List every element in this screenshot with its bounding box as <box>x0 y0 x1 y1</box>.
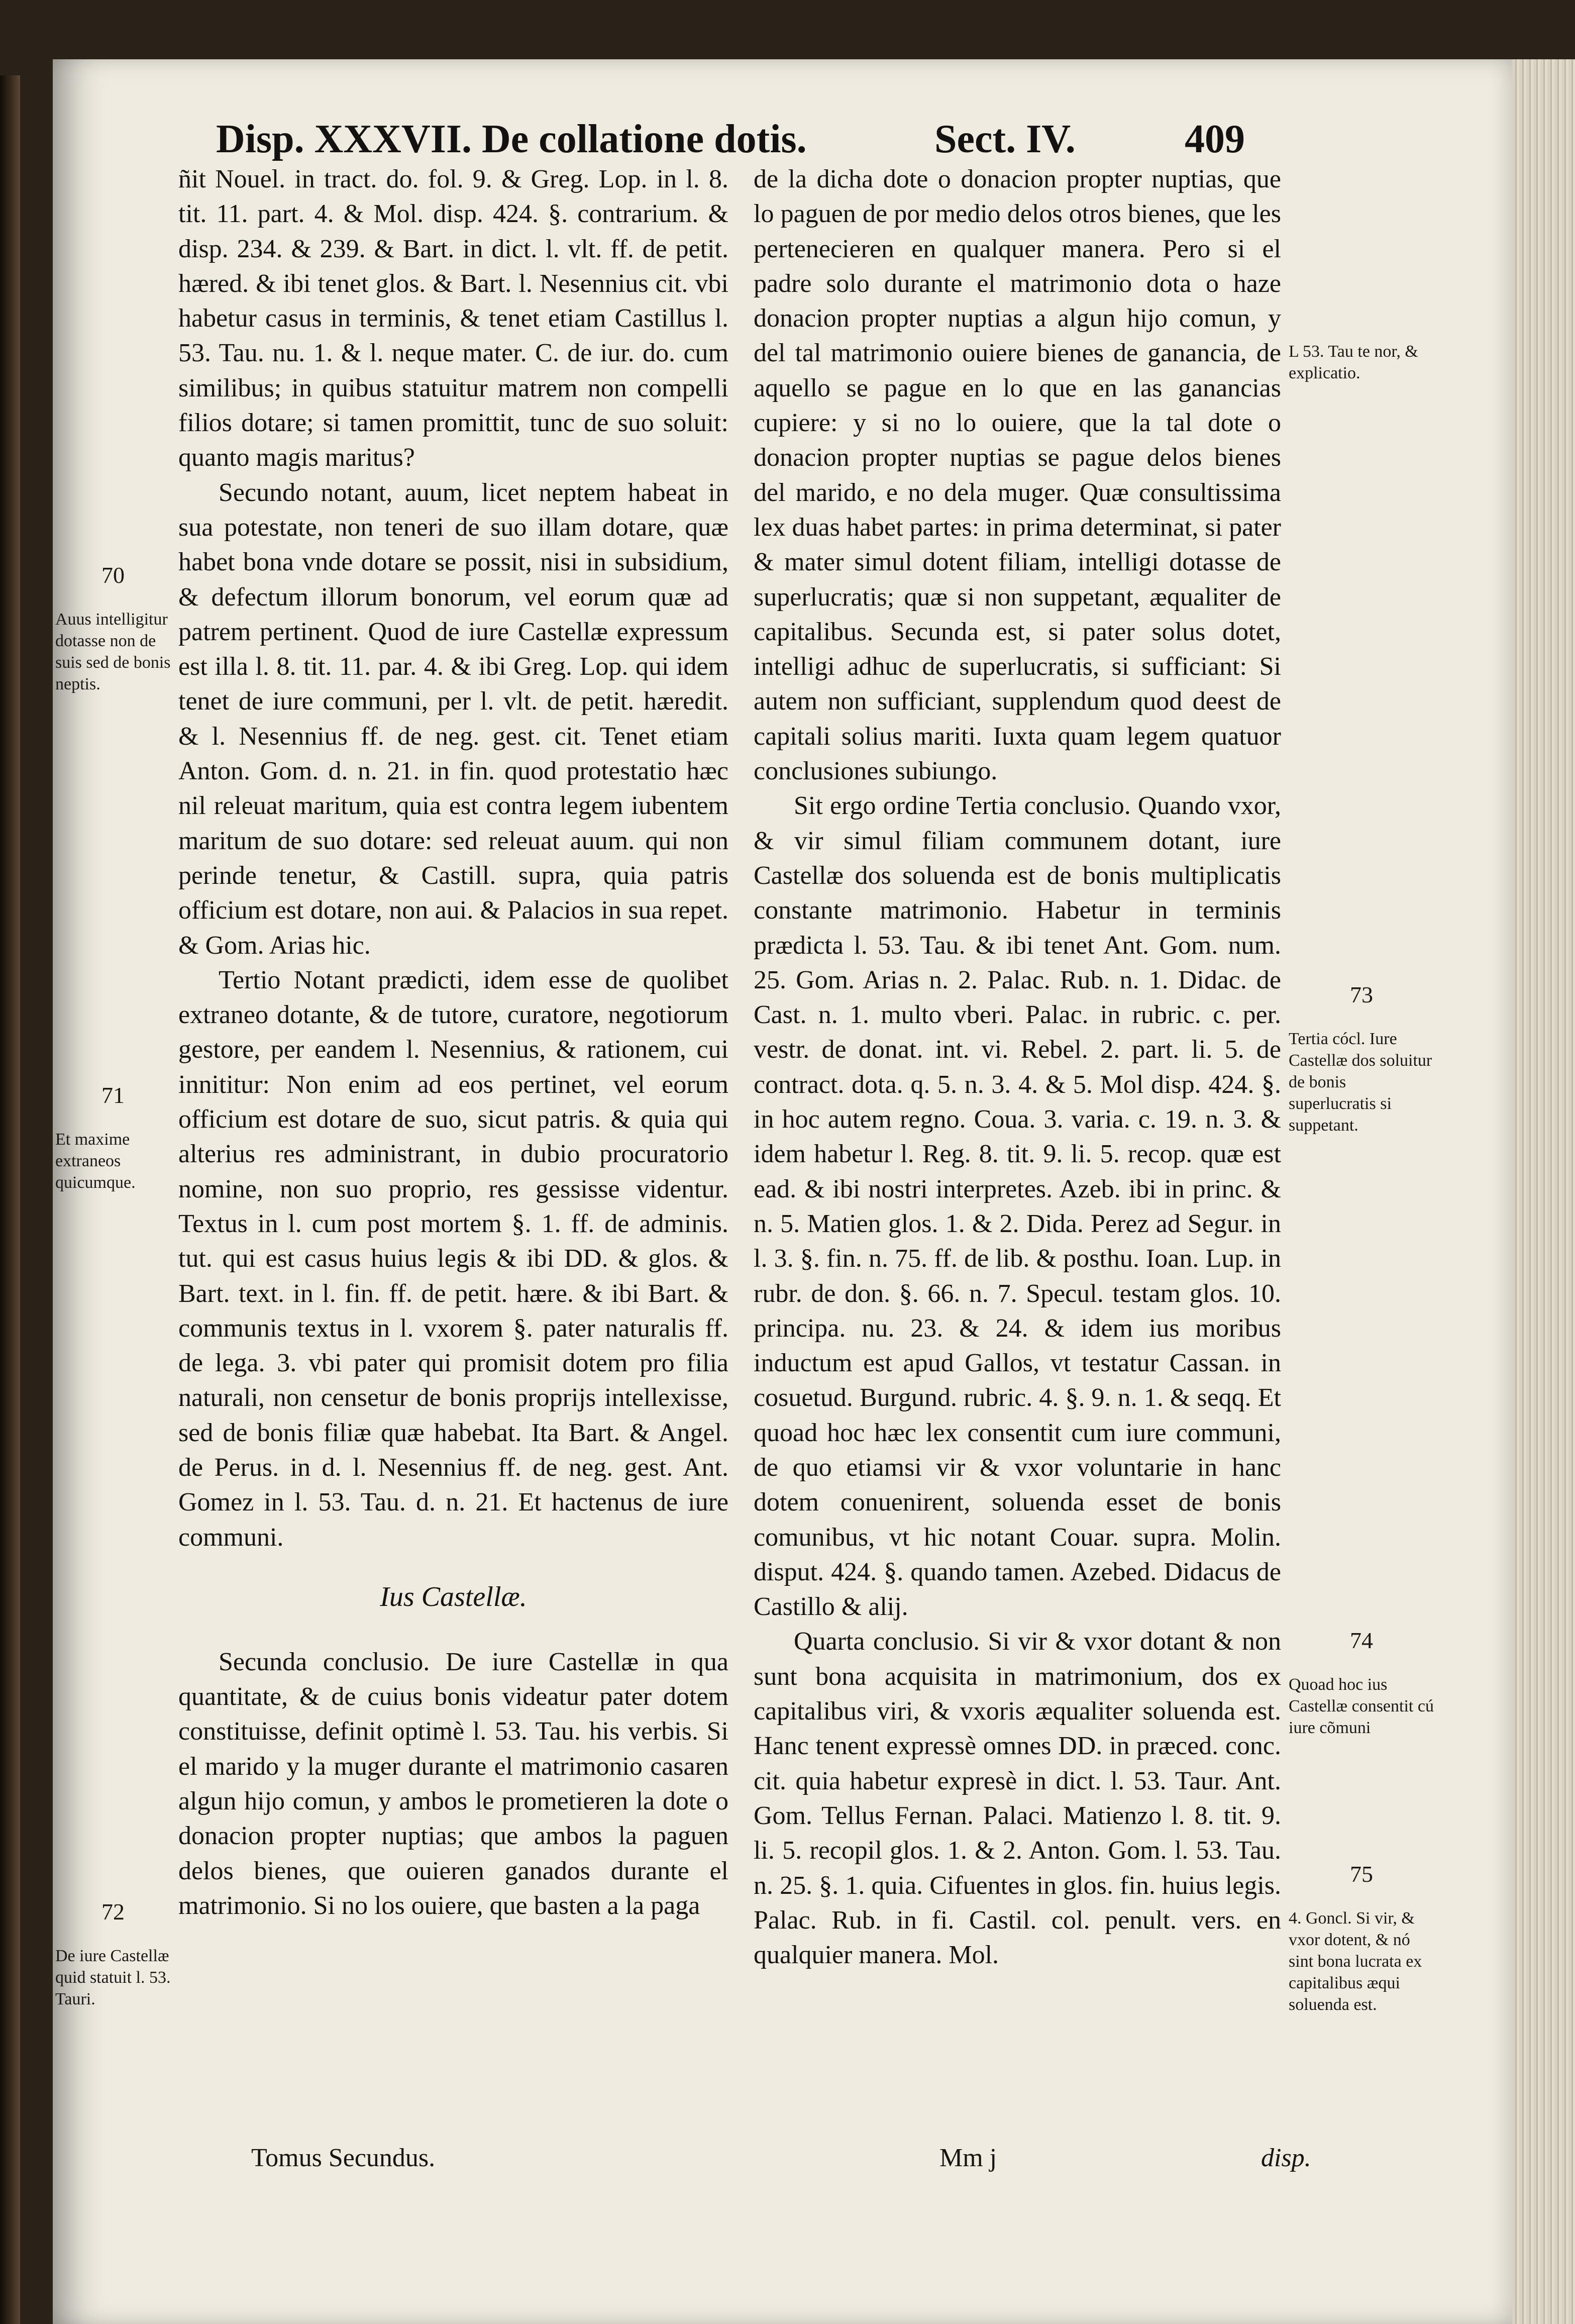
running-head-title: Disp. XXXVII. De collatione dotis. <box>216 117 807 161</box>
left-paragraph-2: Secundo notant, auum, licet neptem habeat in sua potestate, non teneri de suo illam dotare, quæ habet bona vnde dotare se possit, nisi in subsidium, & defectum illorum bonorum, vel eorum quæ ad patrem pertinent. Quod de iure Castellæ expressum est illa l. 8. tit. 11. par. 4. & ibi Greg. Lop. qui idem tenet de iure communi, per l. vlt. de petit. hæredit. & l. Nesennius ff. de neg. gest. cit. Tenet etiam Anton. Gom. d. n. 21. in fin. quod protestatio hæc nil releuat maritum, quia est contra legem iubentem maritum de suo dotare: sed releuat auum. qui non perinde tenetur, & Castill. supra, quia patris officium est dotare, non aui. & Palacios in sua repet. & Gom. Arias hic. <box>178 478 728 960</box>
left-paragraph-3: Tertio Notant prædicti, idem esse de quolibet extraneo dotante, & de tutore, curatore, negotiorum gestore, per eandem l. Nesennius, & rationem, cui innititur: Non enim ad eos pertinet, vel eorum officium est dotare de suo, sicut patris. & quia qui alterius res administrant, in dubio procuratorio nomine, non suo proprio, res gessisse videntur. Textus in l. cum post mortem §. 1. ff. de adminis. tut. qui est casus huius legis & ibi DD. & glos. & Bart. text. in l. fin. ff. de petit. hære. & ibi Bart. & communis textus in l. vxorem §. pater naturalis ff. de lega. 3. vbi pater qui promisit dotem pro filia naturali, non censetur de bonis proprijs intellexisse, sed de bonis filiæ quæ habebat. Ita Bart. & Angel. de Perus. in d. l. Nesennius ff. de neg. gest. Ant. Gomez in l. 53. Tau. d. n. 21. Et hactenus de iure communi. <box>178 965 728 1552</box>
signature-mark: Mm j <box>939 2144 997 2172</box>
margin-note-72 <box>55 1879 171 2010</box>
margin-note-71 <box>55 1063 171 1193</box>
margin-note-text: Et maxime extraneos quicumque. <box>55 1130 136 1192</box>
right-paragraph-3: Quarta conclusio. Si vir & vxor dotant & non sunt bona acquisita in matrimonium, dos ex capitalibus viri, & vxoris æqualiter soluenda est. Hanc tenent expressè omnes DD. in præced. conc. cit. quia habetur expresè in dict. l. 53. Taur. Ant. Gom. Tellus Fernan. Palaci. Matienzo l. 8. tit. 9. li. 5. recopil glos. 1. & 2. Anton. Gom. l. 53. Tau. n. 25. §. 1. quia. Cifuentes in glos. fin. huius legis. Palac. Rub. in fi. Castil. col. penult. vers. en qualquier manera. Mol. <box>754 1627 1281 1970</box>
margin-note-number: 75 <box>1350 1861 1373 1887</box>
section-heading: Ius Castellæ. <box>380 1581 527 1612</box>
margin-note-text: Quoad hoc ius Castellæ consentit cú iure cõmuni <box>1289 1675 1434 1737</box>
margin-note-74 <box>1289 1608 1434 1739</box>
margin-note-number: 70 <box>101 562 125 588</box>
margin-note-73 <box>1289 962 1434 1136</box>
left-paragraph-1: ñit Nouel. in tract. do. fol. 9. & Greg. Lop. in l. 8. tit. 11. part. 4. & Mol. disp. 424. §. contrarium. & disp. 234. & 239. & Bart. in dict. l. vlt. ff. de petit. hæred. & ibi tenet glos. & Bart. l. Nesennius cit. vbi habetur casus in terminis, & tenet etiam Castillus l. 53. Tau. nu. 1. & l. neque mater. C. de iur. do. cum similibus; in quibus statuitur matrem non compelli filios dotare; si tamen promittit, tunc de suo soluit: quanto magis maritus? <box>178 165 728 472</box>
left-text-column <box>178 162 728 1923</box>
margin-note-number: 74 <box>1350 1628 1373 1653</box>
margin-note-text: L 53. Tau te nor, & explicatio. <box>1289 342 1418 382</box>
scan-left-edge <box>0 75 20 2324</box>
right-text-column <box>754 162 1281 1972</box>
margin-note-text: De iure Castellæ quid statuit l. 53. Tauri. <box>55 1947 171 2008</box>
running-head-section: Sect. IV. <box>934 117 1076 161</box>
page-number: 409 <box>1185 117 1245 161</box>
page-fore-edge <box>1512 59 1575 2324</box>
margin-note-text: Tertia cócl. Iure Castellæ dos soluitur de bonis superlucratis si suppetant. <box>1289 1030 1432 1135</box>
margin-note-text: 4. Goncl. Si vir, & vxor dotent, & nó sint bona lucrata ex capitalibus æqui soluenda est. <box>1289 1909 1422 2014</box>
right-paragraph-2: Sit ergo ordine Tertia conclusio. Quando vxor, & vir simul filiam communem dotant, iure Castellæ dos soluenda est de bonis multiplicatis constante matrimonio. Habetur in terminis prædicta l. 53. Tau. & ibi tenet Ant. Gom. num. 25. Gom. Arias n. 2. Palac. Rub. n. 1. Didac. de Cast. n. 1. multo vberi. Palac. in rubric. c. per. vestr. de donat. int. vi. Rebel. 2. part. li. 5. de contract. dota. q. 5. n. 3. 4. & 5. Mol disp. 424. §. in hoc autem regno. Coua. 3. varia. c. 19. n. 3. & idem habetur l. Reg. 8. tit. 9. li. 5. recop. quæ est ead. & ibi nostri interpretes. Azeb. ibi in princ. & n. 5. Matien glos. 1. & 2. Dida. Perez ad Segur. in l. 3. §. fin. n. 75. ff. de lib. & posthu. Ioan. Lup. in rubr. de don. §. 66. n. 7. Specul. testam glos. 10. principa. nu. 23. & 24. & idem ius moribus inductum est apud Gallos, vt testatur Cassan. in cosuetud. Burgund. rubric. 4. §. 9. n. 1. & seqq. Et quoad hoc hæc lex consentit cum iure communi, de quo etiamsi vir & vxor voluntarie in hanc dotem conuenirent, soluenda esset de bonis comunibus, vt hic notant Couar. supra. Molin. disput. 424. §. quando tamen. Azebed. Didacus de Castillo & alij. <box>754 791 1281 1622</box>
margin-note-75 <box>1289 1842 1434 2015</box>
margin-note-70 <box>55 543 171 695</box>
left-paragraph-4: Secunda conclusio. De iure Castellæ in qua quantitate, & de cuius bonis videatur pater dotem constituisse, definit optimè l. 53. Tau. his verbis. Si el marido y la muger durante el matrimonio casaren algun hijo comun, y ambos le prometieren la dote o donacion propter nuptias; que ambos la paguen delos bienes, que ouieren ganados durante el matrimonio. Si no los ouiere, que basten a la paga <box>178 1647 728 1920</box>
margin-note-number: 73 <box>1350 982 1373 1007</box>
right-paragraph-1: de la dicha dote o donacion propter nuptias, que lo paguen de por medio delos otros bienes, que les pertenecieren en qualquer manera. Pero si el padre solo durante el matrimonio dota o haze donacion propter nuptias a algun hijo comun, y del tal matrimonio ouiere bienes de ganancia, de aquello se pague en lo que en las ganancias cupiere: y si no lo ouiere, que la tal dote o donacion propter nuptias se pague delos bienes del marido, e no dela muger. Quæ consultissima lex duas habet partes: in prima determinat, si pater & mater simul dotent filiam, intelligi dotasse de superlucratis; quæ si non suppetant, æqualiter de capitalibus. Secunda est, si pater solus dotet, intelligi adhuc de superlucratis, si sufficiant: Si autem non sufficiant, supplendum quod deest de capitali solius mariti. Iuxta quam legem quatuor conclusiones subiungo. <box>754 165 1281 786</box>
tomus-footer: Tomus Secundus. <box>251 2144 436 2172</box>
catchword: disp. <box>1261 2144 1311 2172</box>
margin-note-number: 72 <box>101 1899 125 1925</box>
margin-note-text: Auus intelligitur dotasse non de suis sed de bonis neptis. <box>55 610 171 693</box>
margin-note-l53 <box>1289 319 1434 384</box>
margin-note-number: 71 <box>101 1082 125 1108</box>
